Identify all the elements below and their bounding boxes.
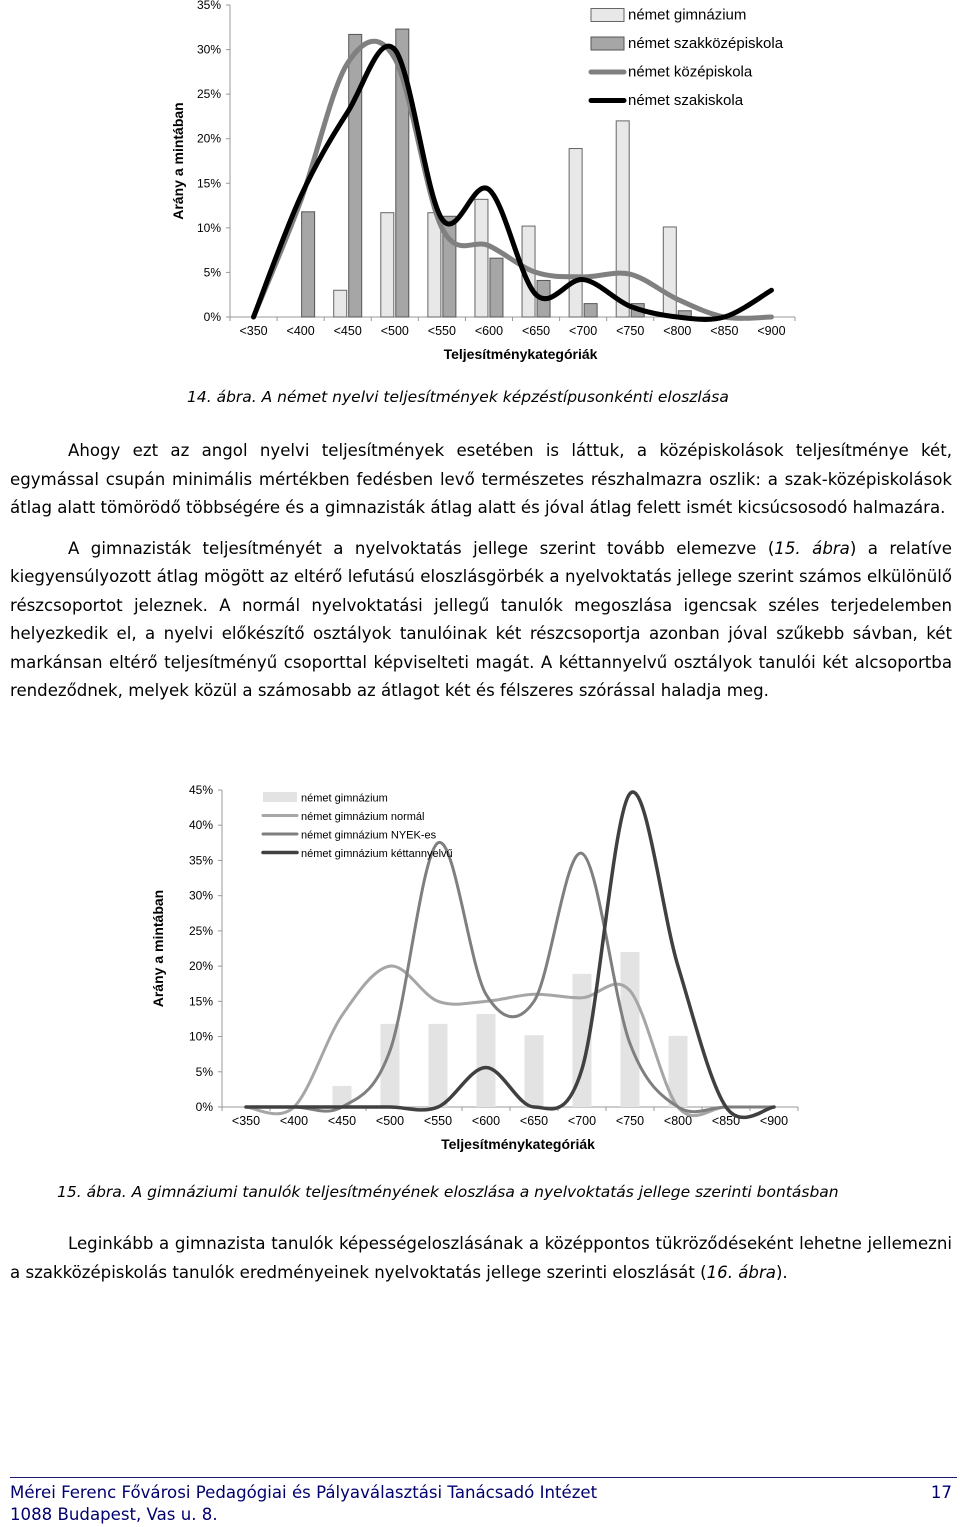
x-tick-label: <850 [711, 1114, 741, 1128]
legend-swatch [591, 9, 624, 22]
x-tick-label: <700 [569, 324, 598, 338]
bar [584, 304, 597, 317]
y-tick-label: 25% [188, 923, 213, 938]
y-axis-title: Arány a mintában [150, 889, 166, 1008]
y-tick-label: 15% [196, 176, 221, 191]
bar [475, 199, 488, 317]
x-tick-label: <750 [616, 324, 645, 338]
paragraph-block-2 [10, 1230, 952, 1287]
y-tick-label: 35% [188, 853, 213, 868]
figure-15-title: A gimnáziumi tanulók teljesítményének eloszlása a nyelvoktatás jellege szerinti bontásban [131, 1183, 839, 1201]
chart-15-svg [0, 770, 960, 1170]
footer-page-number: 17 [930, 1483, 952, 1502]
legend-label: német gimnázium NYEK-es [301, 829, 437, 842]
y-tick-label: 40% [188, 818, 213, 833]
y-tick-label: 20% [196, 131, 221, 146]
x-tick-label: <800 [663, 324, 692, 338]
y-tick-label: 10% [196, 220, 221, 235]
x-tick-label: <550 [427, 324, 456, 338]
x-tick-label: <400 [286, 324, 315, 338]
legend-label: német gimnázium kéttannyelvű [301, 848, 453, 860]
x-tick-label: <400 [279, 1114, 309, 1128]
x-tick-label: <450 [333, 324, 362, 338]
y-tick-label: 0% [195, 1100, 213, 1114]
legend-label: német gimnázium [628, 6, 747, 24]
x-axis-title: Teljesítménykategóriák [443, 346, 598, 362]
y-tick-label: 10% [188, 1029, 213, 1044]
legend-swatch [263, 792, 297, 802]
y-tick-label: 15% [188, 994, 213, 1009]
bar [381, 213, 394, 317]
y-tick-label: 35% [196, 0, 221, 12]
x-tick-label: <500 [375, 1114, 405, 1128]
footer-institute: Mérei Ferenc Fővárosi Pedagógiai és Pályaválasztási Tanácsadó Intézet [10, 1483, 598, 1502]
x-tick-label: <600 [474, 324, 504, 338]
legend-label: német gimnázium [301, 792, 388, 805]
bar [429, 1024, 448, 1107]
figure-14-title: A német nyelvi teljesítmények képzéstípusonkénti eloszlása [261, 388, 729, 406]
series-line [246, 966, 774, 1116]
paragraph-3: Leginkább a gimnazista tanulók képességeloszlásának a középpontos tükröződéseként lehetne jellemezni a szakközépiskolás tanulók eredményeinek nyelvoktatás jellege szerinti eloszlását (16. ábra). [10, 1234, 952, 1282]
series-line [254, 46, 772, 319]
chart-14-svg [0, 0, 960, 372]
x-tick-label: <850 [710, 324, 739, 338]
series-line [246, 842, 774, 1111]
bar [490, 258, 503, 317]
x-tick-label: <350 [231, 1114, 261, 1128]
paragraph-1: Ahogy ezt az angol nyelvi teljesítmények esetében is láttuk, a középiskolások teljesítménye két, egymással csupán minimális mértékben fedésben levő természetes részhalmazra oszlik: a szak-középiskolások átlag alatt tömörödő többségére és a gimnazisták átlag alatt és jóval átlag felett ismét kicsúcsosodó halmazára. [10, 441, 952, 517]
y-tick-label: 5% [203, 265, 221, 280]
legend-swatch [591, 37, 624, 50]
x-tick-label: <700 [567, 1114, 597, 1128]
legend-label: német gimnázium normál [301, 811, 425, 823]
bar [525, 1035, 544, 1107]
figure-15-chart [0, 770, 960, 1170]
x-tick-label: <450 [327, 1114, 357, 1128]
legend-label: német középiskola [628, 63, 753, 81]
x-tick-label: <550 [423, 1114, 453, 1128]
figure-15-number: 15. ábra. [57, 1183, 127, 1201]
x-tick-label: <900 [759, 1114, 789, 1128]
footer-divider [10, 1477, 957, 1478]
figure-15-reference: 15. ábra [774, 538, 850, 558]
x-tick-label: <500 [380, 324, 409, 338]
paragraph-2: A gimnazisták teljesítményét a nyelvoktatás jellege szerint tovább elemezve (15. ábra) a relatíve kiegyensúlyozott átlag mögött az eltérő lefutású eloszlásgörbék a nyelvoktatás jellege szerint számos elkülönülő részcsoportot jeleznek. A normál nyelvoktatási jellegű tanulók megoszlása igencsak széles terjedelemben helyezkedik el, a nyelvi előkészítő osztályok tanulóinak két részcsoportja azonban jóval szűkebb sávban, két markánsan eltérő teljesítményű csoporttal képviselteti magát. A kéttannyelvű osztályok tanulói két alcsoportba rendeződnek, melyek közül a számosabb az átlagot két és félszeres szórással haladja meg. [10, 538, 952, 700]
bar [621, 952, 640, 1107]
x-tick-label: <900 [757, 324, 786, 338]
figure-14-caption [0, 388, 960, 406]
y-tick-label: 0% [203, 310, 221, 324]
x-tick-label: <600 [471, 1114, 501, 1128]
legend-label: német szakközépiskola [628, 35, 784, 52]
bar [477, 1014, 496, 1107]
bar [302, 212, 315, 317]
y-tick-label: 30% [196, 42, 221, 57]
bar [349, 34, 362, 317]
legend-label: német szakiskola [628, 92, 744, 109]
y-axis-title: Arány a mintában [170, 102, 186, 220]
figure-15-caption [0, 1183, 960, 1201]
footer-address: 1088 Budapest, Vas u. 8. [10, 1505, 218, 1524]
y-tick-label: 30% [188, 888, 213, 903]
y-tick-label: 25% [196, 87, 221, 102]
x-tick-label: <350 [239, 324, 268, 338]
x-tick-label: <800 [663, 1114, 693, 1128]
x-tick-label: <750 [615, 1114, 645, 1128]
y-tick-label: 45% [188, 783, 213, 797]
figure-14-chart [0, 0, 960, 372]
figure-16-reference: 16. ábra [706, 1262, 776, 1282]
bar [428, 213, 441, 317]
figure-14-number: 14. ábra. [187, 388, 257, 406]
bar [334, 290, 347, 317]
series-line [254, 41, 772, 318]
bar [663, 227, 676, 317]
bar [569, 149, 582, 317]
x-tick-label: <650 [519, 1114, 549, 1128]
paragraph-block-1 [10, 437, 952, 706]
x-tick-label: <650 [521, 324, 551, 338]
bar [616, 121, 629, 317]
x-axis-title: Teljesítménykategóriák [441, 1136, 595, 1152]
y-tick-label: 5% [195, 1064, 213, 1079]
y-tick-label: 20% [188, 959, 213, 974]
